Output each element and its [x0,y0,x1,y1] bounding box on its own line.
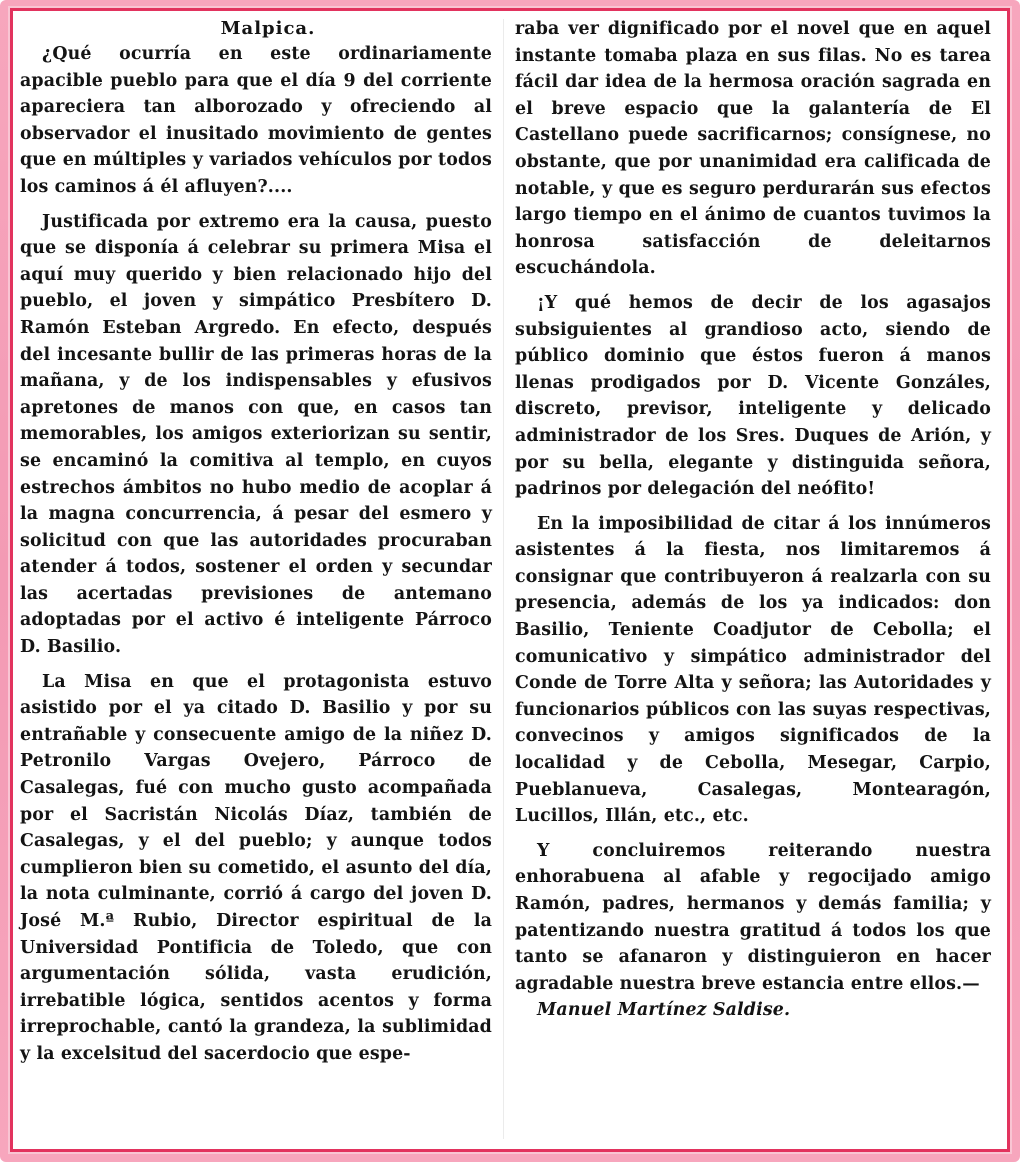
newspaper-clipping [16,13,1004,1147]
paragraph-5: ¡Y qué hemos de decir de los agasajos subsiguientes al grandioso acto, siendo de público dominio que éstos fueron á manos llenas prodigados por D. Vicente Gonzáles, discreto, previsor, inteligente y delicado administrador de los Sres. Duques de Arión, y por su bella, elegante y distinguida señora, padrinos por delegación del neófito! [515,292,991,500]
clipping-border [10,8,1010,1152]
paragraph-3: La Misa en que el protagonista estuvo asistido por el ya citado D. Basilio y por su entrañable y consecuente amigo de la niñez D. Petronilo Vargas Ovejero, Párroco de Casalegas, fué con mucho gusto acompañada por el Sacristán Nicolás Díaz, también de Casalegas, y el del pueblo; y aunque todos cumplieron bien su cometido, el asunto del día, la nota culminante, corrió á cargo del joven D. José M.ª Rubio, Director espiritual de la Universidad Pontificia de Toledo, que con argumentación sólida, vasta erudición, irrebatible lógica, sentidos acentos y forma irreprochable, cantó la grandeza, la sublimidad y la excelsitud del sacerdocio que espe- [20,671,492,1064]
paragraph-4: raba ver dignificado por el novel que en aquel instante tomaba plaza en sus filas. No es tarea fácil dar idea de la hermosa oración sagrada en el breve espacio que la galantería de El Castellano puede sacrificarnos; consígnese, no obstante, que por unanimidad era calificada de notable, y que es seguro perdurarán sus efectos largo tiempo en el ánimo de cuantos tuvimos la honrosa satisfacción de deleitarnos escuchándola. [515,19,991,279]
column-divider [503,19,504,1139]
paragraph-7: Y concluiremos reiterando nuestra enhorabuena al afable y regocijado amigo Ramón, padres, hermanos y demás familia; y patentizando nuestra gratitud á todos los que tanto se afanaron y distinguieron en hacer agradable nuestra breve estancia entre ellos.— [515,840,991,994]
column-left [20,13,492,1147]
column-right [515,13,991,1147]
paragraph-6: En la imposibilidad de citar á los innúmeros asistentes á la fiesta, nos limitaremos á consignar que contribuyeron á realzarla con su presencia, además de los ya indicados: don Basilio, Teniente Coadjutor de Cebolla; el comunicativo y simpático administrador del Conde de Torre Alta y señora; las Autoridades y funcionarios públicos con las suyas respectivas, convecinos y amigos significados de la localidad y de Cebolla, Mesegar, Carpio, Pueblanueva, Casalegas, Montearagón, Lucillos, Illán, etc., etc. [515,513,991,827]
paragraph-1: ¿Qué ocurría en este ordinariamente apacible pueblo para que el día 9 del corriente apareciera tan alborozado y ofreciendo al observador el inusitado movimiento de gentes que en múltiples y variados vehículos por todos los caminos á él afluyen?.... [20,44,492,197]
paragraph-2: Justificada por extremo era la causa, puesto que se disponía á celebrar su primera Misa el aquí muy querido y bien relacionado hijo del pueblo, el joven y simpático Presbítero D. Ramón Esteban Argredo. En efecto, después del incesante bullir de las primeras horas de la mañana, y de los indispensables y efusivos apretones de manos con que, en casos tan memorables, los amigos exteriorizan su sentir, se encaminó la comitiva al templo, en cuyos estrechos ámbitos no hubo medio de acoplar á la magna concurrencia, á pesar del esmero y solicitud con que las autoridades procuraban atender á todos, sostener el orden y secundar las acertadas previsiones de antemano adoptadas por el activo é inteligente Párroco D. Basilio. [20,211,492,658]
article-title: Malpica. [220,18,316,39]
author-signature: Manuel Martínez Saldise. [537,1000,791,1021]
